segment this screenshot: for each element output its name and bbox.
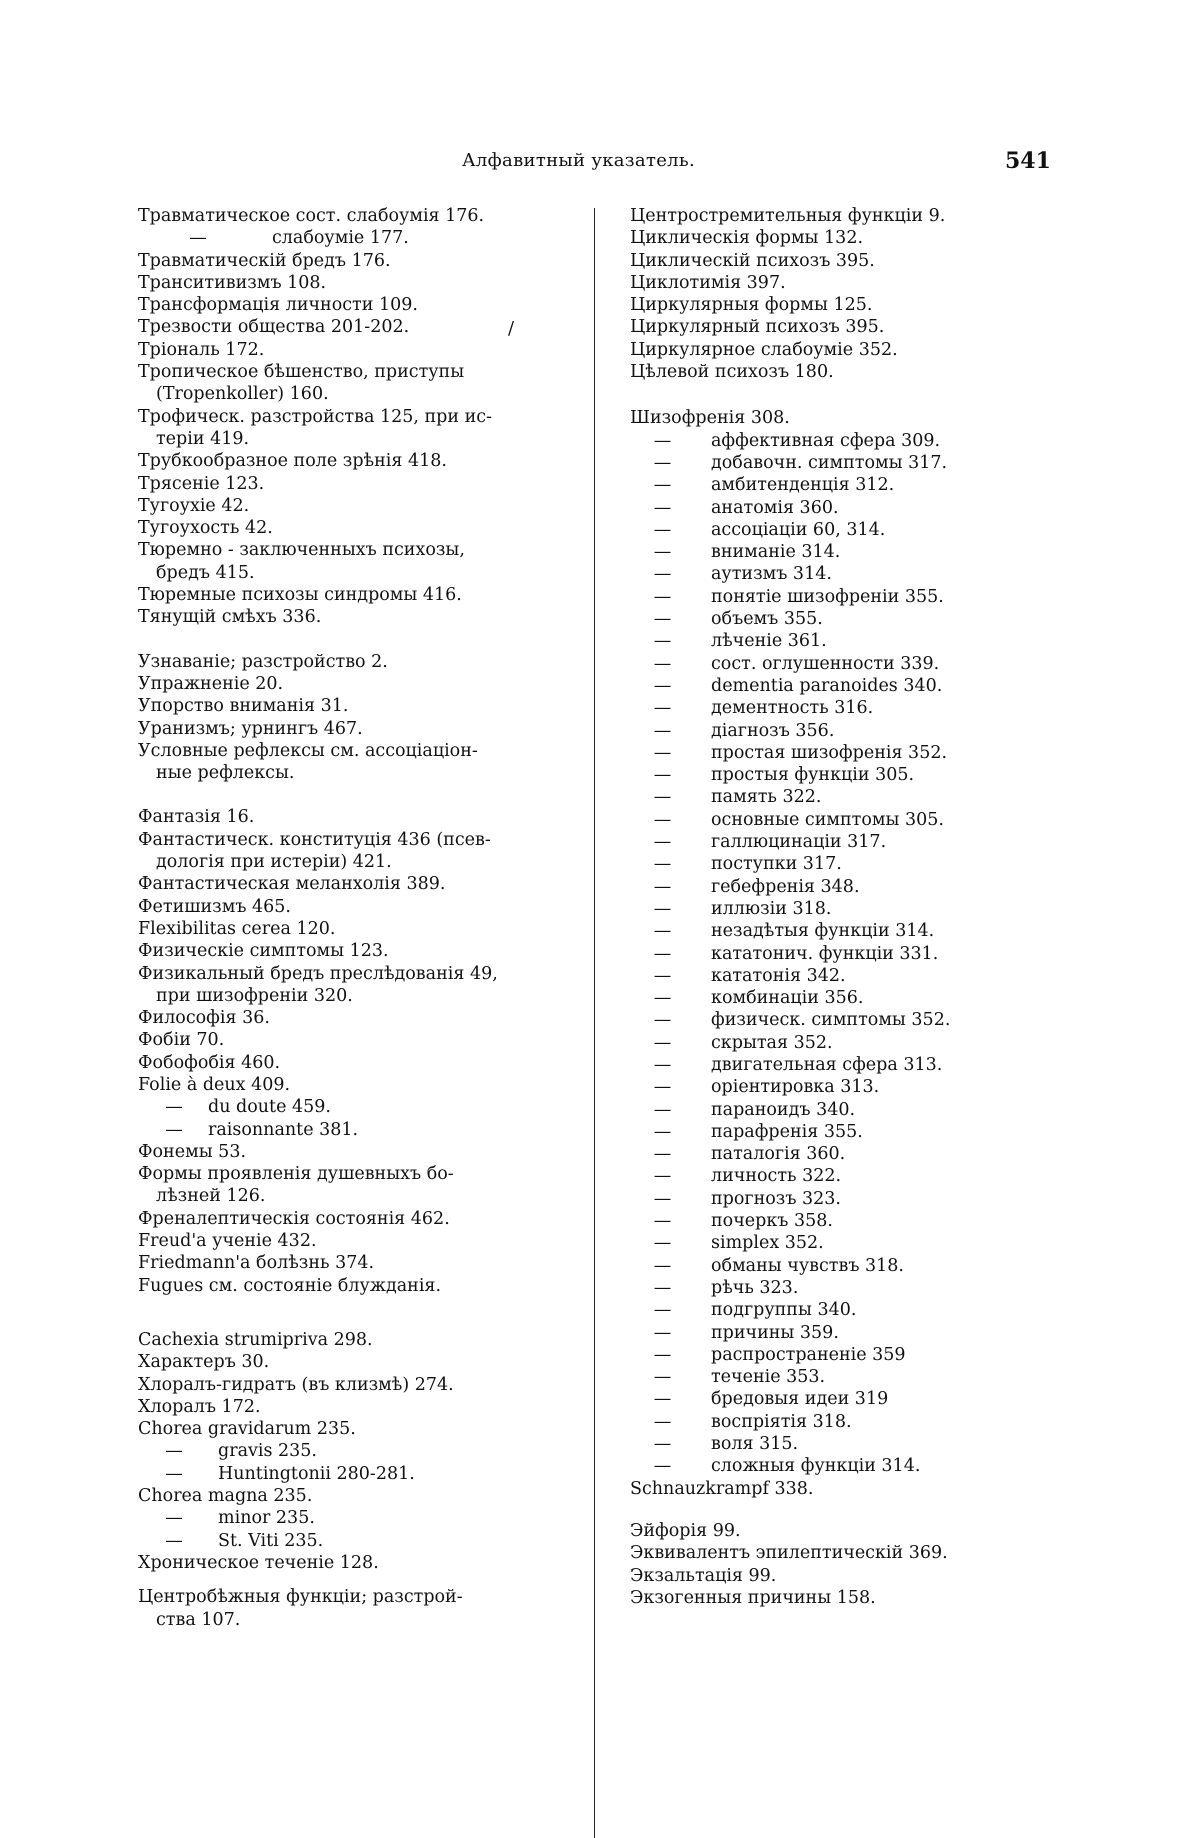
subentry-text: обманы чувствъ 318. (711, 1255, 904, 1276)
dash: — (653, 1121, 672, 1142)
dash: — (653, 1032, 672, 1053)
index-entry: Философія 36. (138, 1008, 270, 1029)
subentry-text: парафренія 355. (711, 1121, 863, 1142)
index-subentry (138, 1507, 568, 1529)
index-subentry (630, 1076, 1080, 1098)
dash: — (653, 1322, 672, 1343)
index-entry: Центробѣжныя функціи; разстрой- (138, 1587, 463, 1608)
dash: — (653, 1300, 672, 1321)
index-entry: Трясеніе 123. (138, 473, 265, 494)
dash: — (653, 1456, 672, 1477)
subentry-text: сложныя функціи 314. (711, 1456, 921, 1477)
index-subentry (630, 1121, 1080, 1143)
dash: — (653, 742, 672, 763)
index-subentry (630, 831, 1080, 853)
subentry-text: теченіе 353. (711, 1367, 826, 1388)
subentry-text: minor 235. (218, 1508, 315, 1529)
dash: — (653, 1010, 672, 1031)
index-entry: Циркулярное слабоуміе 352. (630, 339, 898, 360)
index-entry: Циркулярныя формы 125. (630, 295, 873, 316)
dash: — (653, 1188, 672, 1209)
dash: — (653, 1233, 672, 1254)
dash: — (653, 943, 672, 964)
dash: — (653, 898, 672, 919)
subentry-text: кататонич. функціи 331. (711, 943, 939, 964)
index-entry-continuation: лѣзней 126. (156, 1186, 266, 1207)
index-entry: Фантастическ. конституція 436 (псев- (138, 829, 491, 850)
subentry-text: двигательная сфера 313. (711, 1054, 943, 1075)
subentry-text: лѣченіе 361. (711, 631, 827, 652)
subentry-text: простая шизофренія 352. (711, 742, 948, 763)
index-entry: Травматическое сост. слабоумія 176. (138, 206, 485, 226)
index-entry: Фантастическая меланхолія 389. (138, 874, 446, 895)
dash: — (653, 1367, 672, 1388)
index-entry: Тугоухость 42. (138, 518, 273, 539)
index-subentry (138, 227, 568, 249)
dash: — (653, 609, 672, 630)
index-entry: Тюремно - заключенныхъ психозы, (138, 540, 465, 561)
index-subentry (138, 1530, 568, 1552)
index-entry: Folie à deux 409. (138, 1074, 291, 1095)
left-column (138, 205, 568, 1631)
subentry-text: слабоуміе 177. (272, 228, 409, 249)
index-subentry (630, 1255, 1080, 1277)
index-subentry (630, 586, 1080, 608)
index-entry: Узнаваніе; разстройство 2. (138, 651, 388, 672)
subentry-text: объемъ 355. (711, 609, 823, 630)
subentry-text: гебефренія 348. (711, 876, 860, 897)
index-entry: Циркулярный психозъ 395. (630, 317, 885, 338)
subentry-text: скрытая 352. (711, 1032, 833, 1053)
index-entry: Фетишизмъ 465. (138, 896, 291, 917)
index-subentry (630, 1165, 1080, 1187)
index-entry: Трофическ. разстройства 125, при ис- (138, 406, 492, 427)
index-subentry (630, 474, 1080, 496)
dash: — (653, 653, 672, 674)
subentry-text: St. Viti 235. (218, 1530, 324, 1551)
index-entry: Циклическія формы 132. (630, 228, 864, 249)
index-entry: Фобофобія 460. (138, 1052, 281, 1073)
index-subentry (630, 697, 1080, 719)
dash: — (653, 1099, 672, 1120)
subentry-text: амбитенденція 312. (711, 475, 895, 496)
index-entry: Тропическое бѣшенство, приступы (138, 362, 465, 383)
index-entry: Cachexia strumipriva 298. (138, 1329, 373, 1350)
subentry-text: почеркъ 358. (711, 1211, 833, 1232)
index-entry: Условные рефлексы см. ассоціаціон- (138, 740, 478, 761)
index-subentry (138, 1096, 568, 1118)
dash: — (165, 1508, 183, 1529)
index-subentry (630, 1455, 1080, 1477)
index-subentry (630, 1099, 1080, 1121)
subentry-text: кататонія 342. (711, 965, 846, 986)
index-subentry (630, 563, 1080, 585)
subentry-text: поступки 317. (711, 854, 842, 875)
index-subentry (630, 1366, 1080, 1388)
subentry-text: Huntingtonii 280-281. (218, 1463, 415, 1484)
page-header (0, 150, 1200, 180)
dash: — (653, 475, 672, 496)
index-entry: Центростремительныя функціи 9. (630, 206, 946, 226)
dash: — (653, 787, 672, 808)
index-entry: Физикальный бредъ преслѣдованія 49, (138, 963, 498, 984)
right-column (630, 205, 1080, 1609)
subentry-text: иллюзіи 318. (711, 898, 832, 919)
index-entry: Характеръ 30. (138, 1352, 270, 1373)
dash: — (653, 1077, 672, 1098)
subentry-text: паталогія 360. (711, 1144, 846, 1165)
subentry-text: аффективная сфера 309. (711, 430, 941, 451)
dash: — (165, 1119, 183, 1140)
index-entry: Экзогенныя причины 158. (630, 1587, 876, 1608)
index-entry-continuation: при шизофреніи 320. (156, 985, 353, 1006)
index-subentry (630, 920, 1080, 942)
index-entry-continuation: (Tropenkoller) 160. (156, 384, 329, 405)
dash: — (653, 1434, 672, 1455)
index-entry: Тюремные психозы синдромы 416. (138, 585, 462, 606)
index-entry: Хлоралъ-гидратъ (въ клизмѣ) 274. (138, 1374, 454, 1395)
dash: — (653, 1411, 672, 1432)
index-subentry (630, 1277, 1080, 1299)
margin-mark: / (508, 318, 515, 339)
index-subentry (630, 1322, 1080, 1344)
column-divider (594, 208, 595, 1838)
index-entry: Формы проявленія душевныхъ бо- (138, 1164, 454, 1185)
index-subentry (630, 497, 1080, 519)
subentry-text: raisonnante 381. (208, 1119, 359, 1140)
index-subentry (630, 1143, 1080, 1165)
index-entry: Травматическій бредъ 176. (138, 250, 391, 271)
index-entry: Фонемы 53. (138, 1141, 247, 1162)
index-entry: Хроническое теченіе 128. (138, 1552, 379, 1573)
subentry-text: аутизмъ 314. (711, 564, 832, 585)
index-entry: Фантазія 16. (138, 807, 255, 828)
subentry-text: оріентировка 313. (711, 1077, 880, 1098)
index-subentry (630, 653, 1080, 675)
subentry-text: simplex 352. (711, 1233, 824, 1254)
index-entry: Уранизмъ; урнингъ 467. (138, 718, 363, 739)
subentry-text: добавочн. симптомы 317. (711, 452, 948, 473)
index-subentry (630, 1032, 1080, 1054)
index-subentry (138, 1119, 568, 1141)
subentry-text: du doute 459. (208, 1097, 331, 1118)
dash: — (653, 675, 672, 696)
index-subentry (630, 1232, 1080, 1254)
dash: — (653, 698, 672, 719)
index-subentry (630, 1411, 1080, 1433)
dash: — (653, 497, 672, 518)
dash: — (653, 854, 672, 875)
dash: — (653, 720, 672, 741)
subentry-text: воспріятія 318. (711, 1411, 852, 1432)
dash: — (653, 965, 672, 986)
subentry-text: память 322. (711, 787, 822, 808)
subentry-text: физическ. симптомы 352. (711, 1010, 951, 1031)
index-entry-continuation: бредъ 415. (156, 562, 255, 583)
dash: — (653, 988, 672, 1009)
subentry-text: діагнозъ 356. (711, 720, 835, 741)
page-number: 541 (1005, 148, 1051, 174)
index-subentry (630, 519, 1080, 541)
index-subentry (630, 764, 1080, 786)
dash: — (653, 876, 672, 897)
index-subentry (630, 1054, 1080, 1076)
index-subentry (630, 675, 1080, 697)
subentry-text: дементность 316. (711, 698, 874, 719)
dash: — (165, 1441, 183, 1462)
index-entry: Flexibilitas cerea 120. (138, 918, 336, 939)
dash: — (653, 564, 672, 585)
schizophrenia-subentries (630, 430, 1080, 1478)
index-entry: Трансформація личности 109. (138, 295, 418, 316)
index-subentry (630, 720, 1080, 742)
index-entry-continuation: дологія при истеріи) 421. (156, 852, 392, 873)
subentry-text: причины 359. (711, 1322, 839, 1343)
dash: — (653, 1166, 672, 1187)
subentry-text: галлюцинаціи 317. (711, 832, 887, 853)
index-subentry (630, 853, 1080, 875)
index-entry: Упражненіе 20. (138, 673, 284, 694)
index-entry-continuation: ства 107. (156, 1609, 241, 1630)
index-subentry (630, 809, 1080, 831)
subentry-text: распространеніе 359 (711, 1344, 906, 1365)
index-subentry (630, 430, 1080, 452)
subentry-text: воля 315. (711, 1434, 799, 1455)
index-subentry (630, 965, 1080, 987)
index-subentry (630, 1299, 1080, 1321)
index-subentry (630, 987, 1080, 1009)
dash: — (165, 1530, 183, 1551)
subentry-text: анатомія 360. (711, 497, 839, 518)
index-entry: Тріональ 172. (138, 339, 265, 360)
dash: — (165, 1463, 183, 1484)
dash: — (653, 809, 672, 830)
index-subentry (630, 786, 1080, 808)
index-entry: Транситивизмъ 108. (138, 272, 327, 293)
index-subentry (138, 1440, 568, 1462)
dash: — (165, 1097, 183, 1118)
page-title: Алфавитный указатель. (462, 150, 696, 171)
dash: — (653, 1255, 672, 1276)
index-entry-schizophrenia: Шизофренія 308. (630, 408, 790, 429)
dash: — (653, 1389, 672, 1410)
dash: — (653, 452, 672, 473)
index-entry: Friedmann'a болѣзнь 374. (138, 1253, 375, 1274)
index-entry: Трезвости общества 201-202. (138, 317, 410, 338)
subentry-text: параноидъ 340. (711, 1099, 856, 1120)
subentry-text: dementia paranoides 340. (711, 675, 943, 696)
index-entry-continuation: ные рефлексы. (156, 763, 295, 784)
dash: — (653, 519, 672, 540)
index-entry: Chorea magna 235. (138, 1486, 313, 1507)
dash: — (653, 1344, 672, 1365)
dash: — (653, 921, 672, 942)
dash: — (653, 1211, 672, 1232)
dash: — (189, 228, 207, 249)
index-subentry (630, 630, 1080, 652)
index-entry: Эйфорія 99. (630, 1520, 741, 1541)
index-entry: Эквивалентъ эпилептическій 369. (630, 1543, 948, 1564)
dash: — (653, 586, 672, 607)
index-entry: Физическіе симптомы 123. (138, 941, 389, 962)
dash: — (653, 542, 672, 563)
index-subentry (630, 1433, 1080, 1455)
dash: — (653, 832, 672, 853)
index-entry: Chorea gravidarum 235. (138, 1419, 356, 1440)
index-subentry (630, 742, 1080, 764)
index-entry-continuation: теріи 419. (156, 428, 250, 449)
subentry-text: сост. оглушенности 339. (711, 653, 940, 674)
index-entry: Трубкообразное поле зрѣнія 418. (138, 451, 447, 472)
subentry-text: простыя функціи 305. (711, 765, 915, 786)
index-entry: Упорство вниманія 31. (138, 696, 349, 717)
subentry-text: прогнозъ 323. (711, 1188, 841, 1209)
index-entry: Schnauzkrampf 338. (630, 1478, 814, 1499)
subentry-text: вниманіе 314. (711, 542, 841, 563)
subentry-text: основные симптомы 305. (711, 809, 944, 830)
index-entry: Циклическій психозъ 395. (630, 250, 875, 271)
subentry-text: рѣчь 323. (711, 1277, 799, 1298)
index-entry: Хлоралъ 172. (138, 1396, 261, 1417)
index-subentry (630, 1188, 1080, 1210)
index-subentry (630, 452, 1080, 474)
dash: — (653, 1054, 672, 1075)
subentry-text: незадѣтыя функціи 314. (711, 921, 935, 942)
index-subentry (630, 608, 1080, 630)
index-entry: Тугоухіе 42. (138, 495, 250, 516)
subentry-text: комбинаціи 356. (711, 988, 864, 1009)
index-subentry (138, 1463, 568, 1485)
index-subentry (630, 876, 1080, 898)
index-subentry (630, 898, 1080, 920)
dash: — (653, 1277, 672, 1298)
index-subentry (630, 943, 1080, 965)
index-entry: Тянущій смѣхъ 336. (138, 607, 322, 628)
index-subentry (630, 1388, 1080, 1410)
subentry-text: бредовыя идеи 319 (711, 1389, 889, 1410)
subentry-text: gravis 235. (218, 1441, 317, 1462)
dash: — (653, 430, 672, 451)
index-entry: Цѣлевой психозъ 180. (630, 362, 834, 383)
subentry-text: ассоціаціи 60, 314. (711, 519, 886, 540)
index-entry: Фобіи 70. (138, 1030, 225, 1051)
index-entry: Freud'a ученіе 432. (138, 1231, 317, 1252)
index-subentry (630, 1210, 1080, 1232)
dash: — (653, 1144, 672, 1165)
index-subentry (630, 1344, 1080, 1366)
subentry-text: личность 322. (711, 1166, 842, 1187)
index-entry: Fugues см. состояніе блужданія. (138, 1275, 442, 1296)
index-subentry (630, 1009, 1080, 1031)
index-entry: Циклотимія 397. (630, 272, 786, 293)
dash: — (653, 765, 672, 786)
subentry-text: подгруппы 340. (711, 1300, 857, 1321)
subentry-text: понятіе шизофреніи 355. (711, 586, 944, 607)
index-subentry (630, 541, 1080, 563)
index-entry: Френалептическія состоянія 462. (138, 1208, 450, 1229)
index-entry: Экзальтація 99. (630, 1565, 777, 1586)
dash: — (653, 631, 672, 652)
